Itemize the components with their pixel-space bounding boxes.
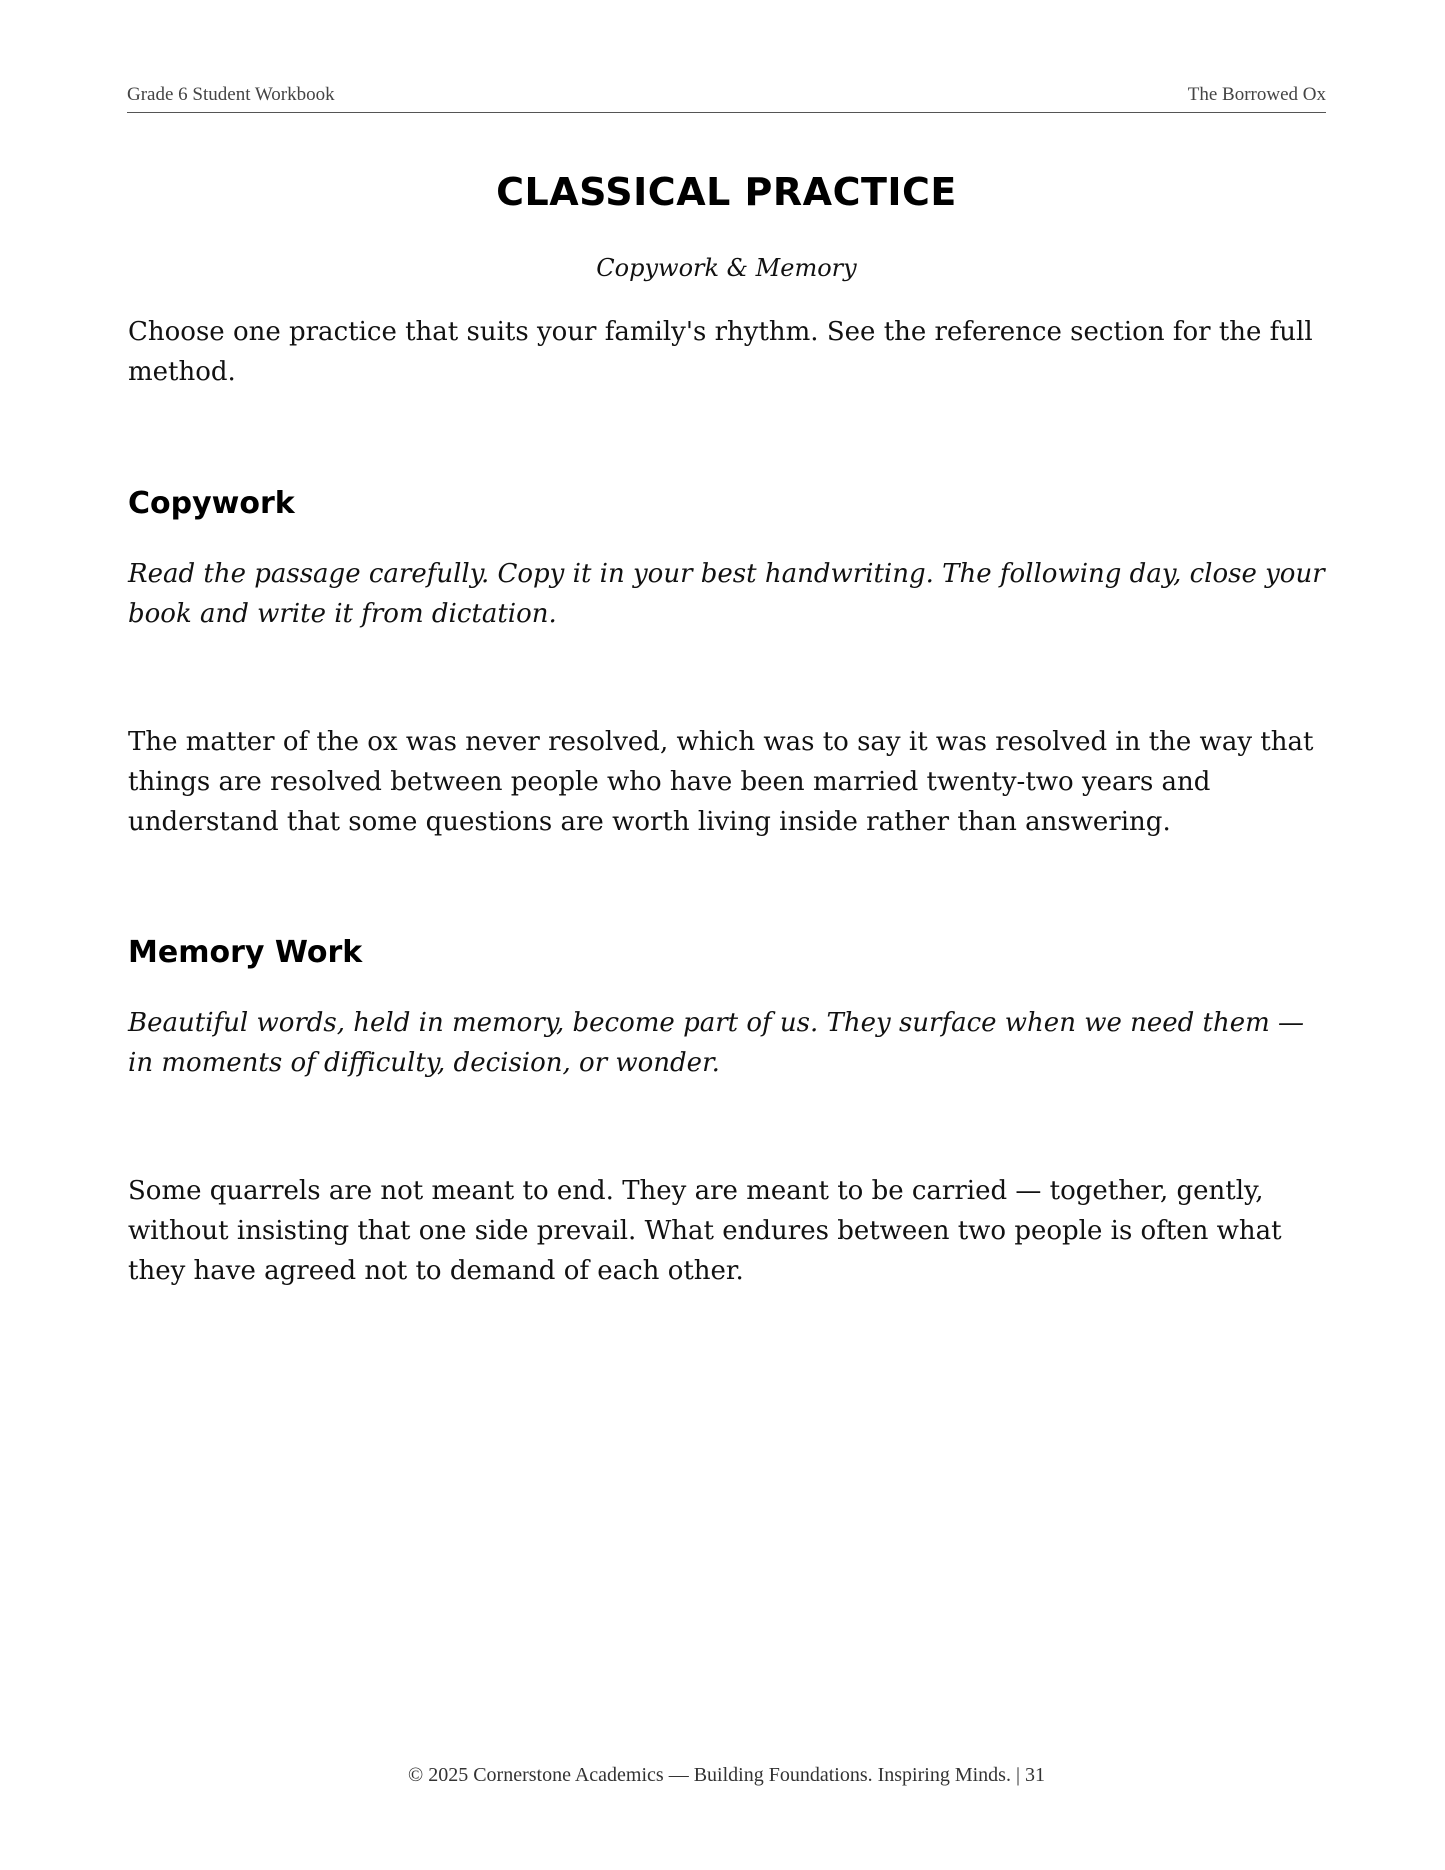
memory-work-heading: Memory Work <box>128 935 363 970</box>
intro-paragraph: Choose one practice that suits your family's rhythm. See the reference section for the full method. <box>128 317 1313 387</box>
page-footer: © 2025 Cornerstone Academics — Building Foundations. Inspiring Minds. | 31 <box>408 1764 1045 1786</box>
running-header <box>127 84 1326 113</box>
page-title: CLASSICAL PRACTICE <box>496 170 957 214</box>
header-story-title: The Borrowed Ox <box>1187 84 1326 105</box>
header-workbook-title: Grade 6 Student Workbook <box>127 84 335 105</box>
copywork-heading: Copywork <box>128 486 295 521</box>
memory-work-instructions: Beautiful words, held in memory, become part of us. They surface when we need them — in moments of difficulty, decision, or wonder. <box>128 1008 1305 1078</box>
page-subtitle: Copywork & Memory <box>596 254 857 282</box>
copywork-instructions: Read the passage carefully. Copy it in your best handwriting. The following day, close your book and write it from dictation. <box>128 559 1325 629</box>
memory-work-passage: Some quarrels are not meant to end. They are meant to be carried — together, gently, without insisting that one side prevail. What endures between two people is often what they have agreed not to demand of each other. <box>128 1176 1282 1286</box>
copywork-passage: The matter of the ox was never resolved, which was to say it was resolved in the way that things are resolved between people who have been married twenty-two years and understand that some questions are worth living inside rather than answering. <box>128 727 1314 837</box>
